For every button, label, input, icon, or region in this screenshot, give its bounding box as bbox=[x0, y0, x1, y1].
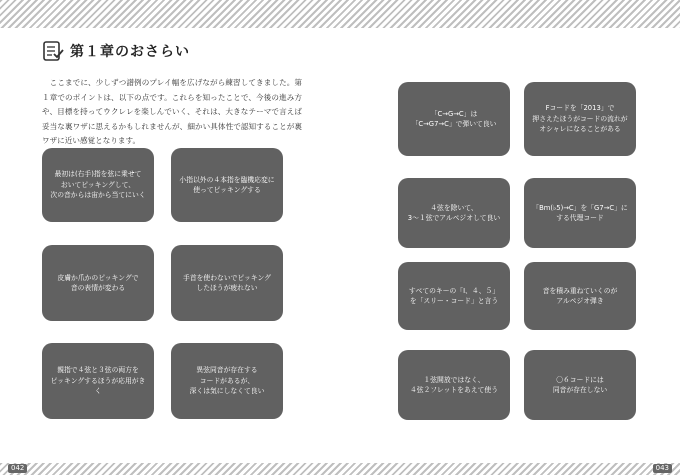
intro-paragraph: ここまでに、少しずつ譜例のプレイ幅を広げながら練習してきました。第１章でのポイントは、以下の点です。これらを知ったことで、今後の進み方や、目標を持ってウクレレを楽しんでいく、それは、大きなテーマで言えば妥当な裏ワザに思えるかもしれませんが、細かい具体性で認知することが裏ワザに近い感覚となります。 bbox=[42, 78, 302, 145]
top-stripe-band bbox=[0, 0, 680, 28]
page-number-right: 043 bbox=[653, 464, 672, 473]
card-left-6: 異弦同音が存在する コードがあるが、 深くは気にしなくて良い bbox=[171, 343, 283, 419]
card-right-5: すべてのキーの「Ⅰ、４、５」 を「スリー・コード」と言う bbox=[398, 262, 510, 330]
page-title: 第１章のおさらい bbox=[70, 44, 190, 60]
bottom-stripe-band bbox=[0, 463, 680, 475]
card-left-4: 手首を使わないでピッキング したほうが疲れない bbox=[171, 245, 283, 321]
section-header bbox=[42, 38, 190, 64]
card-left-5: 親指で４弦と３弦の両方を ピッキングするほうが応用がきく bbox=[42, 343, 154, 419]
card-right-7: １弦開放ではなく、 ４弦２フレットをあえて使う bbox=[398, 350, 510, 420]
card-right-4: 「Bm(♭5)→C」を「G7→C」に する代理コード bbox=[524, 178, 636, 248]
card-right-3: ４弦を除いて、 3～１弦でアルペジオして良い bbox=[398, 178, 510, 248]
card-right-6: 音を積み重ねていくのが アルペジオ弾き bbox=[524, 262, 636, 330]
page-number-left: 042 bbox=[8, 464, 27, 473]
card-right-1: 「C→G→C」は 「C→G7→C」で弾いて良い bbox=[398, 82, 510, 156]
card-left-3: 皮膚か爪かのピッキングで 音の表情が変わる bbox=[42, 245, 154, 321]
card-right-2: Fコードを「2013」で 押さえたほうがコードの流れが オシャレになることがある bbox=[524, 82, 636, 156]
card-right-8: 〇６コードには 同音が存在しない bbox=[524, 350, 636, 420]
card-left-1: 最初は(右手)指を弦に乗せて おいてピッキングして、 次の音からは宙から当てにいく bbox=[42, 148, 154, 222]
checklist-icon bbox=[42, 40, 64, 62]
card-left-2: 小指以外の４本指を臨機応変に 使ってピッキングする bbox=[171, 148, 283, 222]
